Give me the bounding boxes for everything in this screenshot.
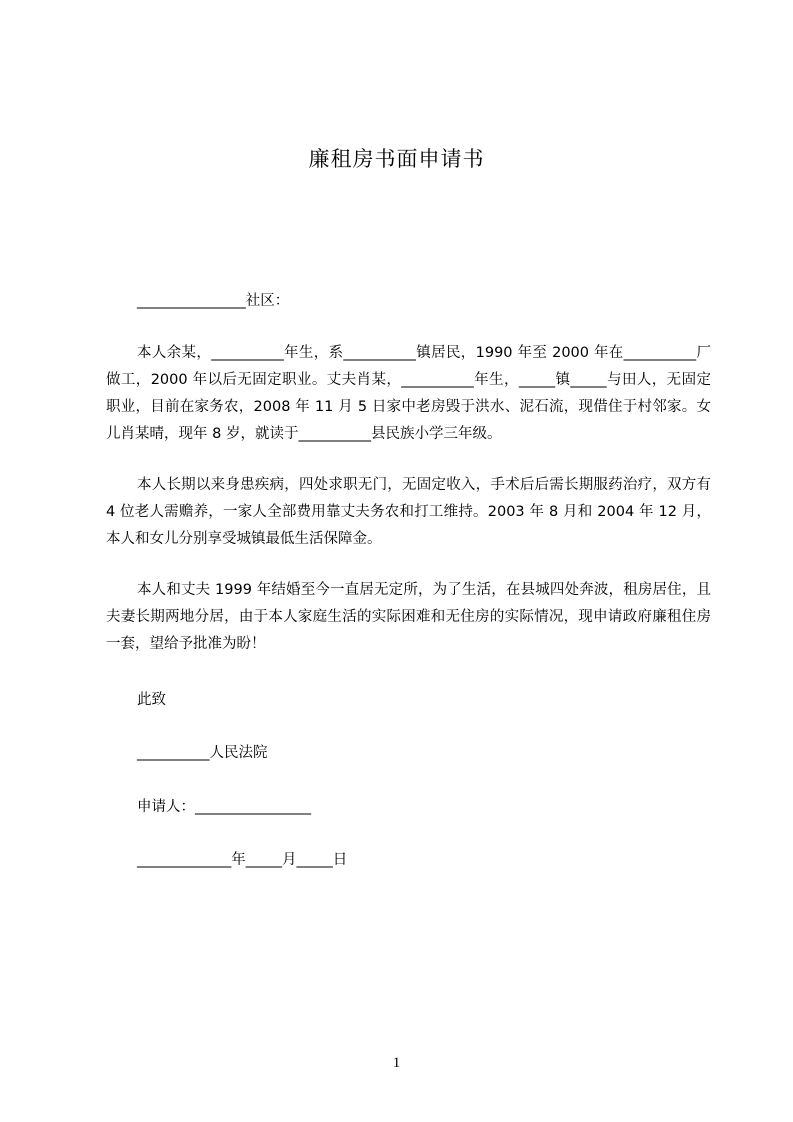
date-line: _____________年_____月_____日 (137, 852, 348, 868)
page-number: 1 (392, 1055, 401, 1071)
closing-line: 此致 (137, 692, 166, 708)
document-title: 廉租房书面申请书 (308, 147, 485, 171)
paragraph-1: 本人余某，__________年生，系__________镇居民，1990 年至 2000 年在__________厂做工，2000 年以后无固定职业。丈夫肖某，__________年生，_____镇_____与田人，无固定职业，目前在家务农，2008 年 11 月 5 日家中老房毁于洪水、泥石流，现借住于村邻家。女儿肖某晴，现年 8 岁，就读于__________县民族小学三年级。 (106, 345, 711, 442)
paragraph-2: 本人长期以来身患疾病，四处求职无门，无固定收入，手术后后需长期服药治疗，双方有 4 位老人需赡养，一家人全部费用靠丈夫务农和打工维持。2003 年 8 月和 2004 年 12 月，本人和女儿分别享受城镇最低生活保障金。 (106, 477, 711, 547)
addressee-line: _______________社区： (137, 293, 290, 309)
recipient-line: __________人民法院 (137, 745, 268, 761)
applicant-line: 申请人：________________ (137, 799, 311, 815)
paragraph-3: 本人和丈夫 1999 年结婚至今一直居无定所，为了生活，在县城四处奔波，租房居住，且夫妻长期两地分居，由于本人家庭生活的实际困难和无住房的实际情况，现申请政府廉租住房一套，望给予批准为盼！ (106, 582, 711, 652)
